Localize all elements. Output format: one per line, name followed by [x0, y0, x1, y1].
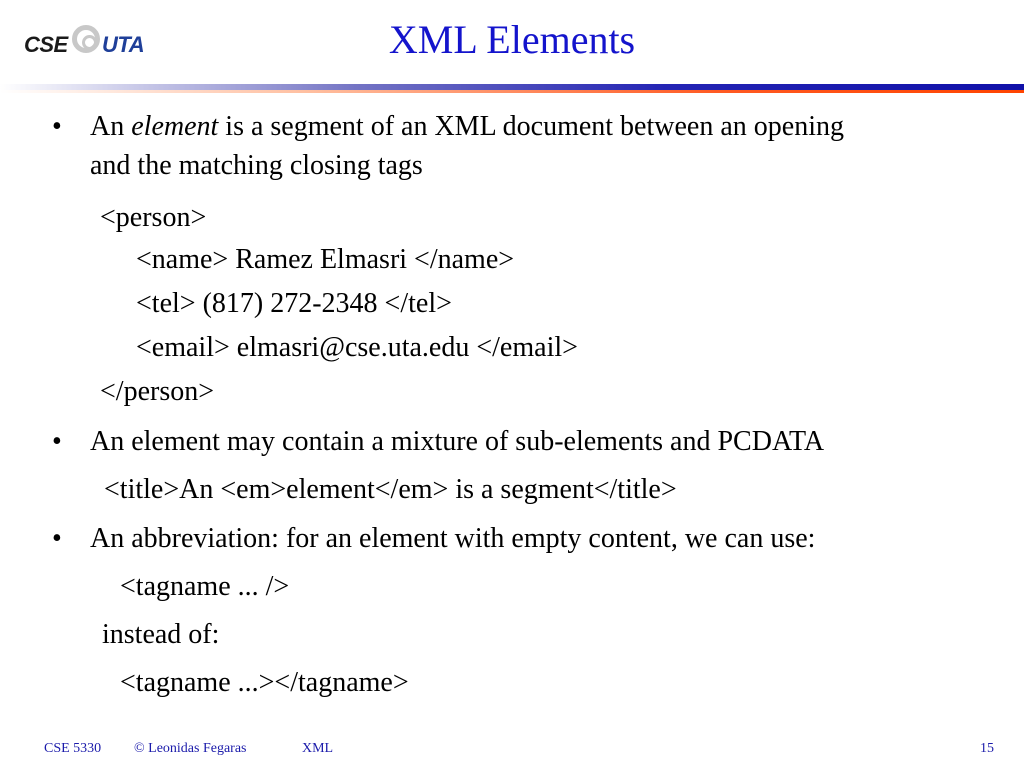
bullet-1-suffix: is a segment of an XML document between an opening — [218, 111, 844, 142]
code-person-close: </person> — [100, 376, 215, 407]
footer-topic: XML — [302, 741, 334, 756]
code-person-open: <person> — [100, 202, 207, 233]
code-name: <name> Ramez Elmasri </name> — [136, 244, 515, 275]
logo-uta-text: UTA — [102, 32, 145, 57]
footer-author: © Leonidas Fegaras — [134, 741, 247, 756]
bullet-marker-1: • — [52, 111, 62, 142]
code-tagname-long: <tagname ...></tagname> — [120, 667, 409, 698]
bullet-marker-2: • — [52, 426, 62, 457]
bullet-1-prefix: An — [90, 111, 132, 142]
instead-of-text: instead of: — [102, 619, 220, 650]
bullet-marker-3: • — [52, 523, 62, 554]
footer-page-number: 15 — [980, 741, 994, 756]
bullet-1-emphasis: element — [131, 111, 219, 142]
bullet-3-text: An abbreviation: for an element with empty content, we can use: — [90, 523, 816, 554]
bullet-1-line-2: and the matching closing tags — [90, 150, 423, 181]
footer-course: CSE 5330 — [44, 741, 102, 756]
code-title-example: <title>An <em>element</em> is a segment</title> — [104, 474, 677, 505]
bullet-2-text: An element may contain a mixture of sub-elements and PCDATA — [90, 426, 825, 457]
bullet-1-line-1 — [90, 110, 844, 144]
logo-cse-text: CSE — [24, 32, 68, 57]
code-tagname-short: <tagname ... /> — [120, 571, 290, 602]
slide-title: XML Elements — [388, 17, 636, 62]
code-tel: <tel> (817) 272-2348 </tel> — [136, 288, 452, 319]
code-email: <email> elmasri@cse.uta.edu </email> — [136, 332, 578, 363]
